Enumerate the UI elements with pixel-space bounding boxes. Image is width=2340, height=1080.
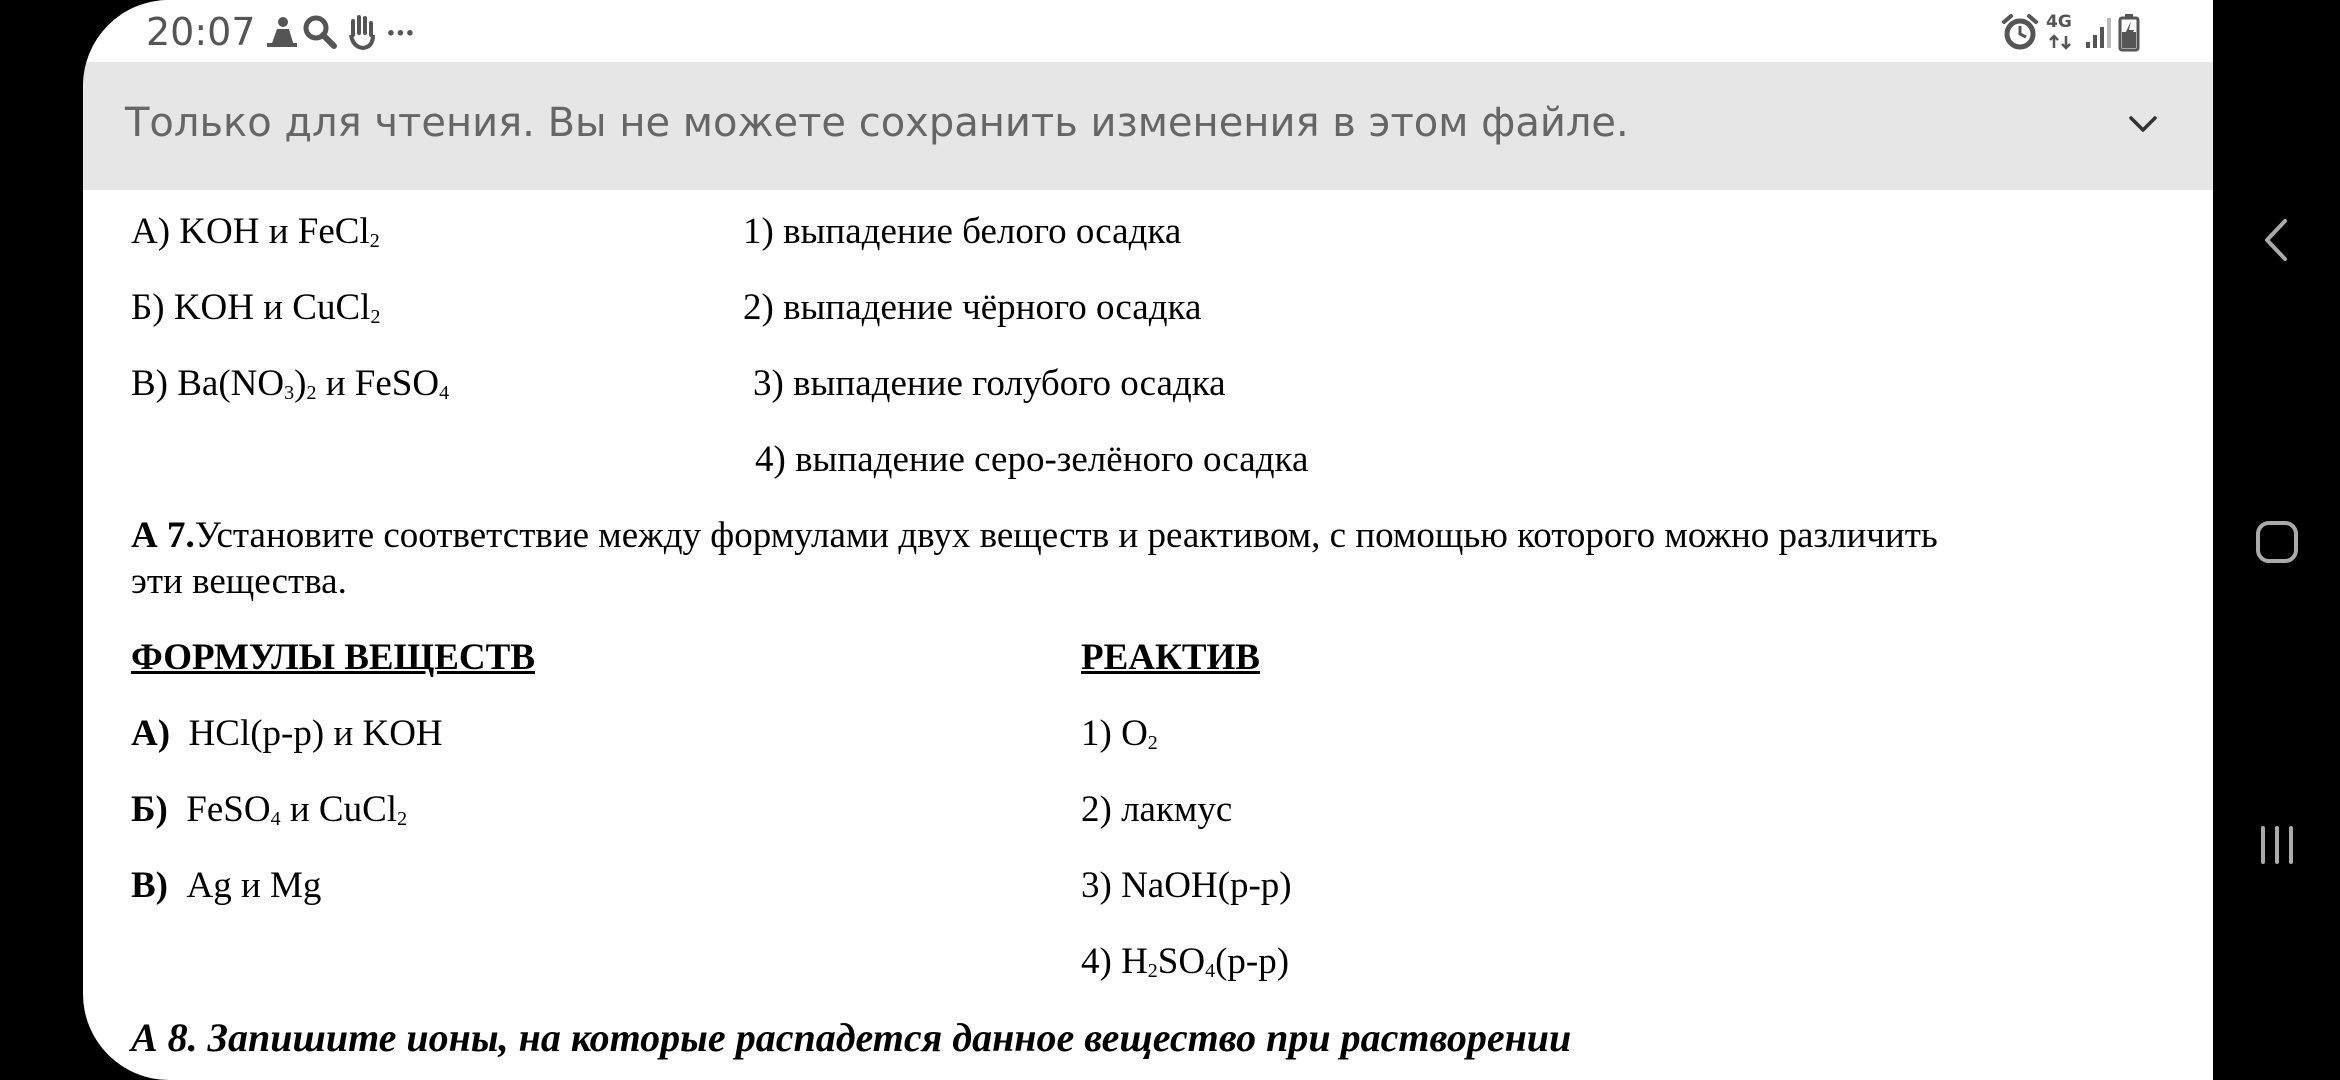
battery-charging-icon <box>2118 12 2140 52</box>
formula-text: KOH и FeCl <box>179 211 370 252</box>
recent-apps-button[interactable] <box>2213 800 2340 890</box>
q6-result-1: 1) выпадение белого осадка <box>743 211 1182 252</box>
a8-question: А 8. Запишите ионы, на которые распадется данное вещество при растворении <box>131 1015 1572 1060</box>
option-label: Б) <box>131 287 174 328</box>
subscript: 2 <box>306 382 317 404</box>
a7-formula-c <box>131 864 321 908</box>
navigation-bar <box>2213 0 2340 1080</box>
more-dots-icon <box>383 13 421 51</box>
read-only-message: Только для чтения. Вы не можете сохранить изменения в этом файле. <box>125 100 1629 146</box>
option-label: В) <box>131 363 178 404</box>
read-only-banner <box>83 62 2213 190</box>
alarm-icon <box>2000 12 2040 52</box>
formula-text: Ba(NO <box>177 363 285 404</box>
q6-option-c <box>131 362 449 415</box>
a7-formula-b <box>131 788 407 841</box>
subscript: 2 <box>370 306 381 328</box>
network-4g-icon <box>2046 12 2076 52</box>
back-button[interactable] <box>2213 195 2340 285</box>
formula-text: и CuCl <box>280 789 398 830</box>
home-icon <box>2252 517 2302 567</box>
reagent-text: 4) H <box>1081 941 1148 982</box>
subscript: 2 <box>397 808 408 830</box>
q6-option-a <box>131 210 380 263</box>
a7-reagent-1 <box>1081 712 1158 765</box>
formula-text: ) <box>294 363 307 404</box>
option-label: Б) <box>131 789 168 830</box>
network-label: 4G <box>2046 12 2072 32</box>
a7-reagent-4 <box>1081 940 1289 993</box>
recent-apps-icon <box>2252 820 2302 870</box>
status-bar <box>83 0 2213 62</box>
search-icon <box>301 13 339 51</box>
data-arrows-icon <box>2046 34 2076 50</box>
subscript: 4 <box>270 808 281 830</box>
q6-result-3: 3) выпадение голубого осадка <box>753 363 1226 404</box>
signal-icon <box>2084 12 2112 52</box>
option-label: А) <box>131 211 180 252</box>
subscript: 2 <box>1147 732 1158 754</box>
subscript: 4 <box>439 382 450 404</box>
a7-question-line1 <box>131 514 1938 558</box>
phone-screen <box>83 0 2213 1080</box>
clock: 20:07 <box>146 10 256 54</box>
subscript: 2 <box>1147 960 1158 982</box>
question-number: А 7. <box>131 515 195 556</box>
reagent-text: SO <box>1157 941 1206 982</box>
notification-icon <box>263 13 301 51</box>
formula-text: Ag и Mg <box>186 865 322 906</box>
reagent-text: (р-р) <box>1215 941 1290 982</box>
formula-text: FeSO <box>186 789 271 830</box>
q6-option-b <box>131 286 380 339</box>
chevron-down-icon[interactable] <box>2126 107 2160 141</box>
reagent-text: 1) O <box>1081 713 1148 754</box>
document-content <box>83 190 2213 1080</box>
a7-reagent-2: 2) лакмус <box>1081 789 1233 830</box>
reagent-header: РЕАКТИВ <box>1081 637 1260 678</box>
subscript: 3 <box>284 382 295 404</box>
a7-reagent-3: 3) NaOH(р-р) <box>1081 865 1292 906</box>
question-text: Установите соответствие между формулами двух веществ и реактивом, с помощью которого можно различить <box>194 515 1938 556</box>
home-button[interactable] <box>2213 497 2340 587</box>
option-label: В) <box>131 865 168 906</box>
gesture-icon <box>343 13 381 51</box>
formulas-header: ФОРМУЛЫ ВЕЩЕСТВ <box>131 637 536 678</box>
formula-text: KOH и CuCl <box>173 287 371 328</box>
subscript: 2 <box>369 230 380 252</box>
formula-text: и FeSO <box>316 363 440 404</box>
back-icon <box>2257 215 2297 265</box>
subscript: 4 <box>1205 960 1216 982</box>
q6-result-4: 4) выпадение серо-зелёного осадка <box>755 439 1309 480</box>
a7-question-line2: эти вещества. <box>131 561 347 602</box>
q6-result-2: 2) выпадение чёрного осадка <box>743 287 1202 328</box>
a7-formula-a <box>131 712 443 756</box>
formula-text: HCl(р-р) и KOH <box>188 713 443 754</box>
option-label: А) <box>131 713 171 754</box>
